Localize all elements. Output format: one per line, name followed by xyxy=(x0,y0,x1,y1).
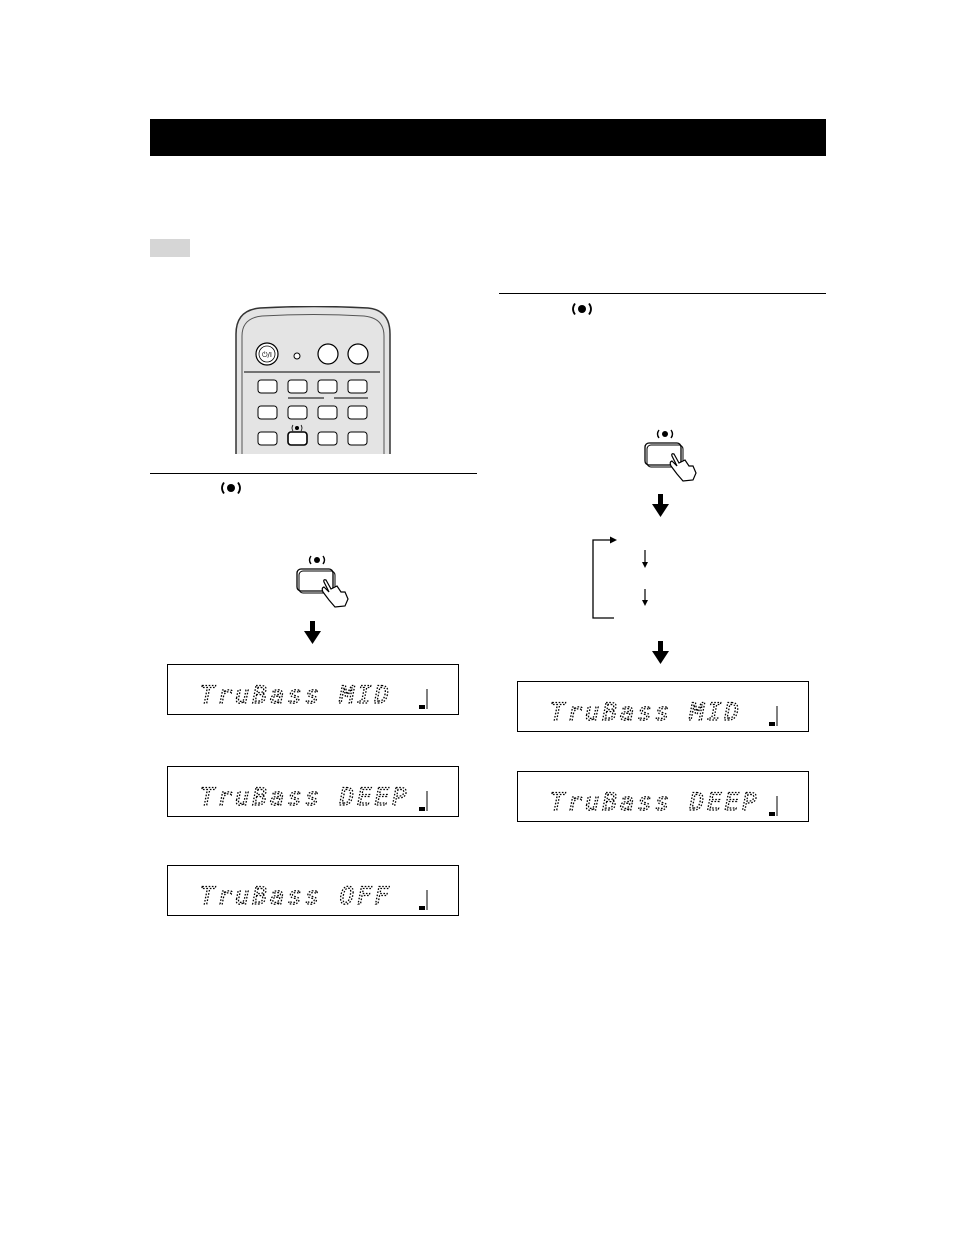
power-icon xyxy=(256,343,278,365)
left-column-rule xyxy=(150,473,477,474)
lcd-text: TruBass DEEP xyxy=(550,788,760,816)
lcd-level-icon xyxy=(419,689,427,709)
right-column-rule xyxy=(499,293,826,294)
surround-speaker-icon xyxy=(569,302,595,316)
lcd-text: TruBass OFF xyxy=(200,882,392,910)
note-label-box xyxy=(150,239,190,257)
lcd-display xyxy=(517,771,809,822)
pressing-hand-icon xyxy=(641,428,705,484)
down-arrow-icon xyxy=(652,641,670,665)
pressing-hand-icon xyxy=(293,554,357,610)
lcd-text: TruBass MID xyxy=(200,681,392,709)
lcd-display xyxy=(167,766,459,817)
surround-speaker-icon xyxy=(218,481,244,495)
lcd-level-icon xyxy=(419,791,427,811)
lcd-level-icon xyxy=(419,890,427,910)
lcd-text: TruBass MID xyxy=(550,698,742,726)
down-arrow-icon xyxy=(652,494,670,518)
cycle-loop-diagram xyxy=(590,534,660,622)
section-header-bar xyxy=(150,119,826,156)
lcd-level-icon xyxy=(769,706,777,726)
lcd-display xyxy=(167,664,459,715)
lcd-display xyxy=(167,865,459,916)
down-arrow-icon xyxy=(304,621,322,645)
svg-text:⏻/I: ⏻/I xyxy=(262,351,272,359)
lcd-display xyxy=(517,681,809,732)
lcd-text: TruBass DEEP xyxy=(200,783,410,811)
remote-control-illustration xyxy=(234,306,394,454)
lcd-level-icon xyxy=(769,796,777,816)
